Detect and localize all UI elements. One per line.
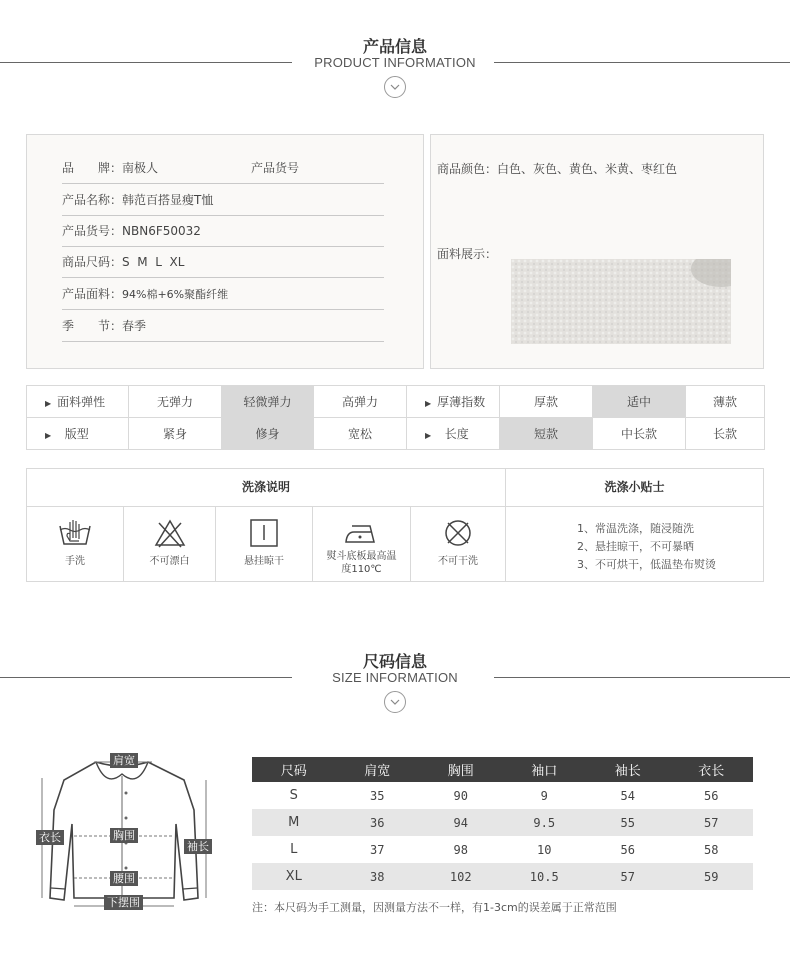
size-cell: 57 [586,863,670,890]
color-label: 商品颜色： [437,162,498,176]
wash-item-iron [313,506,411,582]
color-value: 白色、灰色、黄色、米黄、枣红色 [497,162,678,176]
size-section-title: 尺码信息 [362,652,427,671]
length-tag: 衣长 [36,830,64,845]
item-no-header: 产品货号 [251,161,300,175]
attribute-row-1 [27,386,765,418]
size-cell: 35 [370,788,385,803]
size-cell: S [289,788,298,803]
hand-wash-icon [57,518,93,548]
washing-tips-title: 洗涤小贴士 [506,469,763,507]
table-row [252,809,753,836]
no-dry-clean-icon [442,518,474,548]
washing-tip: 2、悬挂晾干，不可暴晒 [577,540,694,553]
size-cell: 56 [620,842,635,857]
brand-label: 品 牌： [62,161,123,175]
size-table [252,757,753,890]
fabric-value: 94%棉+6%聚酯纤维 [122,288,229,301]
chest-tag: 胸围 [110,828,138,843]
season-label: 季 节： [62,319,123,333]
size-cell: 58 [704,842,719,857]
name-label: 产品名称： [62,193,123,207]
size-cell: XL [252,863,336,890]
no-bleach-icon [154,518,186,548]
measurement-note: 注：本尺码为手工测量，因测量方法不一样，有1-3cm的误差属于正常范围 [252,901,617,914]
size-table-header [252,757,753,782]
size-cell: 37 [370,842,385,857]
size-cell: 102 [419,863,503,890]
attr-label-thickness: ▶ 厚薄指数 [407,386,500,418]
size-cell: M [252,809,336,836]
fabric-label: 产品面料： [62,287,123,301]
size-cell: L [290,842,298,857]
color-row [437,160,677,177]
shirt-measurement-diagram [34,748,224,913]
sleeve-tag: 袖长 [184,839,212,854]
attribute-table [26,385,765,450]
size-cell: 10 [537,842,552,857]
attr-option-selected: 修身 [222,418,314,450]
name-row [62,185,384,216]
fabric-swatch-image [511,259,731,344]
brand-value: 南极人 [122,161,159,175]
wash-label: 熨斗底板最高温度110℃ [326,551,397,575]
size-cell: 9.5 [503,809,587,836]
waist-tag: 腰围 [110,871,138,886]
size-cell: 55 [586,809,670,836]
code-label: 产品货号： [62,224,123,238]
attr-option-selected: 适中 [593,386,686,418]
attr-option: 厚款 [500,386,593,418]
size-value: S M L XL [122,255,185,269]
hang-dry-icon [249,518,279,548]
size-section-subtitle: SIZE INFORMATION [332,670,458,685]
wash-item-bleach [124,506,216,582]
size-label: 商品尺码： [62,255,123,269]
wash-item-hand [27,506,124,582]
code-value: NBN6F50032 [122,224,201,238]
size-cell: 94 [419,809,503,836]
size-cell: 98 [453,842,468,857]
wash-item-dryclean [411,506,506,582]
attr-label-length: ▶ 长度 [407,418,500,450]
attr-option-selected: 轻微弹力 [222,386,314,418]
table-row [252,782,753,809]
washing-tip: 3、不可烘干，低温垫布熨烫 [577,558,716,571]
size-cell: 59 [670,863,754,890]
size-col-header: 尺码 [252,757,336,782]
washing-tips-list [577,520,716,574]
product-section-title: 产品信息 [362,37,427,56]
size-col-header: 袖长 [586,757,670,782]
table-row [252,836,753,863]
brand-row [62,153,384,184]
wash-label: 不可漂白 [149,556,190,567]
wash-item-hang [216,506,313,582]
attr-option: 宽松 [314,418,407,450]
attr-option: 薄款 [686,386,765,418]
attr-option: 紧身 [129,418,222,450]
product-info-box [26,134,424,369]
size-col-header: 衣长 [670,757,754,782]
size-col-header: 胸围 [419,757,503,782]
divider-right [494,677,790,678]
washing-tip: 1、常温洗涤，随浸随洗 [577,522,694,535]
size-cell: 9 [540,788,548,803]
code-row [62,216,384,247]
wash-label: 不可干洗 [438,556,478,567]
hem-tag: 下摆围 [104,895,143,910]
attr-label-fit: ▶ 版型 [27,418,129,450]
attr-option: 高弹力 [314,386,407,418]
washing-title: 洗涤说明 [27,469,506,507]
attr-option: 无弹力 [129,386,222,418]
chevron-down-icon [384,76,406,98]
size-col-header: 肩宽 [336,757,420,782]
attr-option: 中长款 [593,418,686,450]
attr-option: 长款 [686,418,765,450]
size-cell: 56 [704,788,719,803]
name-value: 韩范百搭显瘦T恤 [122,193,214,207]
size-cell: 54 [620,788,635,803]
product-section-subtitle: PRODUCT INFORMATION [314,55,476,70]
season-row [62,311,384,342]
season-value: 春季 [122,319,147,333]
table-row [252,863,753,890]
attribute-row-2 [27,418,765,450]
size-cell: 36 [336,809,420,836]
shoulder-tag: 肩宽 [110,753,138,768]
wash-label: 手洗 [65,556,85,567]
size-col-header: 袖口 [503,757,587,782]
attr-label-elasticity: ▶ 面料弹性 [27,386,129,418]
attr-option-selected: 短款 [500,418,593,450]
size-cell: 38 [336,863,420,890]
wash-label: 悬挂晾干 [244,556,284,567]
color-fabric-box [430,134,764,369]
fabric-row [62,279,384,310]
size-cell: 90 [453,788,468,803]
iron-icon [344,520,380,546]
size-row [62,247,384,278]
size-cell: 57 [670,809,754,836]
size-cell: 10.5 [503,863,587,890]
divider-right [494,62,790,63]
washing-panel [26,468,764,582]
fabric-show-label: 面料展示： [437,247,498,261]
chevron-down-icon [384,691,406,713]
